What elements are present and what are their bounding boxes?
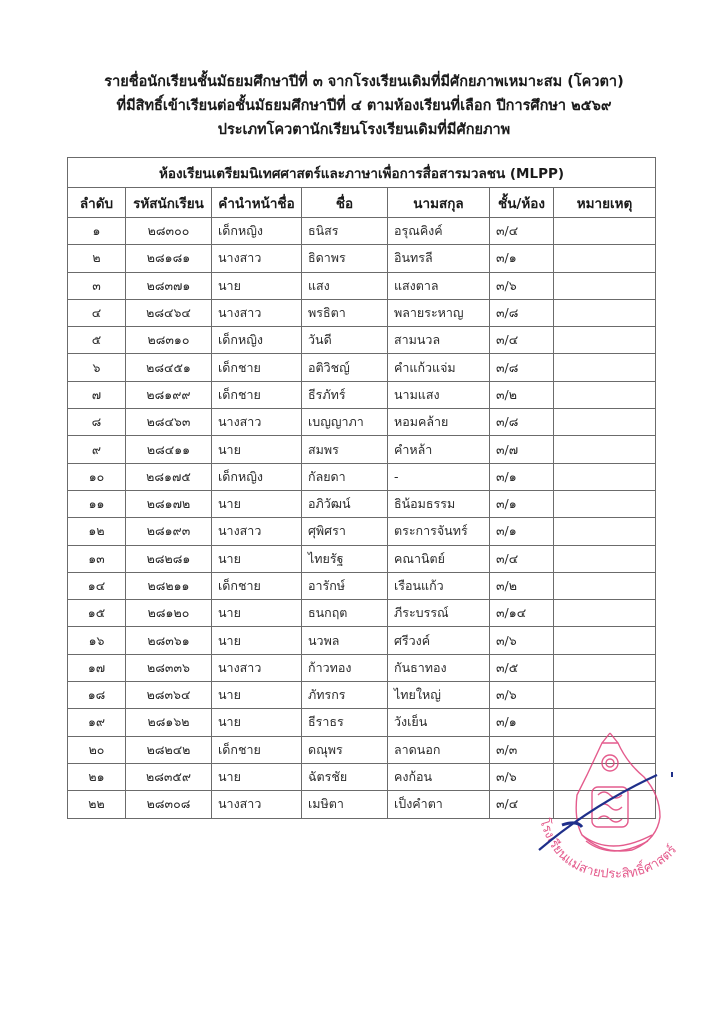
cell-student-id: ๒๘๑๙๓ <box>126 518 212 545</box>
cell-first-name: ฉัตรชัย <box>302 763 388 790</box>
table-row <box>68 218 656 245</box>
heading-line-1: รายชื่อนักเรียนชั้นมัธยมศึกษาปีที่ ๓ จากโรงเรียนเดิมที่มีศักยภาพเหมาะสม (โควตา) <box>104 74 624 90</box>
cell-student-id: ๒๘๑๖๒ <box>126 709 212 736</box>
cell-student-id: ๒๘๒๑๑ <box>126 572 212 599</box>
heading-line-3: ประเภทโควตานักเรียนโรงเรียนเดิมที่มีศักยภาพ <box>217 122 511 138</box>
cell-note <box>554 327 656 354</box>
cell-note <box>554 572 656 599</box>
cell-prefix: นาย <box>212 545 302 572</box>
cell-no: ๒๒ <box>68 791 126 818</box>
cell-note <box>554 682 656 709</box>
cell-student-id: ๒๘๓๖๔ <box>126 682 212 709</box>
cell-student-id: ๒๘๓๐๘ <box>126 791 212 818</box>
cell-class: ๓/๔ <box>490 545 554 572</box>
cell-student-id: ๒๘๑๒๐ <box>126 600 212 627</box>
cell-class: ๓/๓ <box>490 736 554 763</box>
cell-last-name: คณานิตย์ <box>388 545 490 572</box>
table-row <box>68 490 656 517</box>
cell-last-name: ศรีวงค์ <box>388 627 490 654</box>
cell-first-name: ธนิสร <box>302 218 388 245</box>
cell-prefix: นางสาว <box>212 518 302 545</box>
cell-class: ๓/๑ <box>490 463 554 490</box>
cell-prefix: เด็กชาย <box>212 736 302 763</box>
cell-last-name: วังเย็น <box>388 709 490 736</box>
cell-prefix: นาย <box>212 600 302 627</box>
cell-prefix: นาย <box>212 627 302 654</box>
cell-last-name: เป็งคำตา <box>388 791 490 818</box>
cell-first-name: ธนกฤต <box>302 600 388 627</box>
cell-student-id: ๒๘๓๕๙ <box>126 763 212 790</box>
cell-first-name: อภิวัฒน์ <box>302 490 388 517</box>
cell-note <box>554 654 656 681</box>
cell-prefix: เด็กชาย <box>212 354 302 381</box>
col-header-student-id: รหัสนักเรียน <box>126 188 212 218</box>
table-row <box>68 600 656 627</box>
table-row <box>68 436 656 463</box>
cell-student-id: ๒๘๑๙๙ <box>126 381 212 408</box>
cell-last-name: เรือนแก้ว <box>388 572 490 599</box>
cell-note <box>554 436 656 463</box>
cell-no: ๑๓ <box>68 545 126 572</box>
table-row <box>68 518 656 545</box>
table-row <box>68 327 656 354</box>
cell-last-name: พลายระหาญ <box>388 299 490 326</box>
cell-last-name: คงก้อน <box>388 763 490 790</box>
cell-student-id: ๒๘๔๑๑ <box>126 436 212 463</box>
cell-no: ๑๒ <box>68 518 126 545</box>
cell-no: ๑๙ <box>68 709 126 736</box>
cell-no: ๒ <box>68 245 126 272</box>
col-header-first-name: ชื่อ <box>302 188 388 218</box>
cell-no: ๕ <box>68 327 126 354</box>
cell-first-name: ธิดาพร <box>302 245 388 272</box>
cell-note <box>554 409 656 436</box>
table-row <box>68 299 656 326</box>
cell-first-name: เบญญาภา <box>302 409 388 436</box>
cell-no: ๒๐ <box>68 736 126 763</box>
cell-student-id: ๒๘๔๖๓ <box>126 409 212 436</box>
cell-note <box>554 354 656 381</box>
cell-prefix: นางสาว <box>212 245 302 272</box>
table-row <box>68 791 656 818</box>
cell-last-name: นามแสง <box>388 381 490 408</box>
cell-class: ๓/๔ <box>490 791 554 818</box>
cell-class: ๓/๘ <box>490 409 554 436</box>
cell-note <box>554 245 656 272</box>
cell-student-id: ๒๘๓๖๑ <box>126 627 212 654</box>
cell-note <box>554 709 656 736</box>
cell-student-id: ๒๘๒๘๑ <box>126 545 212 572</box>
cell-last-name: สามนวล <box>388 327 490 354</box>
cell-no: ๑๖ <box>68 627 126 654</box>
cell-prefix: นาย <box>212 709 302 736</box>
table-row <box>68 736 656 763</box>
cell-prefix: นาย <box>212 763 302 790</box>
cell-last-name: หอมคล้าย <box>388 409 490 436</box>
table-row <box>68 572 656 599</box>
cell-class: ๓/๕ <box>490 654 554 681</box>
cell-note <box>554 736 656 763</box>
cell-prefix: นาย <box>212 436 302 463</box>
cell-no: ๓ <box>68 272 126 299</box>
heading-line-2: ที่มีสิทธิ์เข้าเรียนต่อชั้นมัธยมศึกษาปีที่ ๔ ตามห้องเรียนที่เลือก ปีการศึกษา ๒๕๖๙ <box>116 98 612 114</box>
column-header-row <box>68 188 656 218</box>
seal-text: โรงเรียนแม่สายประสิทธิ์ศาสตร์ <box>536 817 681 882</box>
cell-first-name: ดณุพร <box>302 736 388 763</box>
cell-note <box>554 545 656 572</box>
cell-student-id: ๒๘๑๗๕ <box>126 463 212 490</box>
table-body <box>68 218 656 819</box>
cell-no: ๘ <box>68 409 126 436</box>
cell-class: ๓/๑ <box>490 709 554 736</box>
cell-first-name: ไทยรัฐ <box>302 545 388 572</box>
cell-prefix: เด็กหญิง <box>212 218 302 245</box>
cell-last-name: คำหล้า <box>388 436 490 463</box>
cell-first-name: สมพร <box>302 436 388 463</box>
cell-no: ๔ <box>68 299 126 326</box>
cell-no: ๑๗ <box>68 654 126 681</box>
cell-last-name: ตระการจันทร์ <box>388 518 490 545</box>
cell-note <box>554 791 656 818</box>
cell-last-name: แสงตาล <box>388 272 490 299</box>
table-row <box>68 381 656 408</box>
cell-note <box>554 490 656 517</box>
cell-prefix: เด็กชาย <box>212 381 302 408</box>
cell-no: ๗ <box>68 381 126 408</box>
cell-class: ๓/๗ <box>490 436 554 463</box>
cell-student-id: ๒๘๓๓๖ <box>126 654 212 681</box>
cell-no: ๑๑ <box>68 490 126 517</box>
cell-class: ๓/๒ <box>490 572 554 599</box>
cell-first-name: ศุพิศรา <box>302 518 388 545</box>
cell-note <box>554 600 656 627</box>
col-header-note: หมายเหตุ <box>554 188 656 218</box>
cell-first-name: วันดี <box>302 327 388 354</box>
table-row <box>68 682 656 709</box>
cell-last-name: คำแก้วแจ่ม <box>388 354 490 381</box>
cell-class: ๓/๑๔ <box>490 600 554 627</box>
cell-last-name: ลาดนอก <box>388 736 490 763</box>
cell-last-name: - <box>388 463 490 490</box>
cell-student-id: ๒๘๔๖๔ <box>126 299 212 326</box>
cell-first-name: นวพล <box>302 627 388 654</box>
cell-student-id: ๒๘๑๘๑ <box>126 245 212 272</box>
cell-last-name: ภีระบรรณ์ <box>388 600 490 627</box>
cell-prefix: เด็กชาย <box>212 572 302 599</box>
cell-class: ๓/๑ <box>490 245 554 272</box>
cell-student-id: ๒๘๒๔๒ <box>126 736 212 763</box>
cell-first-name: อารักษ์ <box>302 572 388 599</box>
cell-prefix: นางสาว <box>212 654 302 681</box>
cell-class: ๓/๒ <box>490 381 554 408</box>
table-row <box>68 654 656 681</box>
cell-class: ๓/๘ <box>490 354 554 381</box>
cell-prefix: เด็กหญิง <box>212 463 302 490</box>
col-header-last-name: นามสกุล <box>388 188 490 218</box>
cell-first-name: อติวิชญ์ <box>302 354 388 381</box>
cell-class: ๓/๖ <box>490 763 554 790</box>
cell-last-name: อินทรลี <box>388 245 490 272</box>
cell-note <box>554 272 656 299</box>
cell-last-name: ไทยใหญ่ <box>388 682 490 709</box>
cell-class: ๓/๘ <box>490 299 554 326</box>
cell-class: ๓/๔ <box>490 327 554 354</box>
cell-student-id: ๒๘๓๐๐ <box>126 218 212 245</box>
cell-first-name: ก้าวทอง <box>302 654 388 681</box>
cell-no: ๖ <box>68 354 126 381</box>
cell-prefix: นางสาว <box>212 409 302 436</box>
cell-prefix: นาย <box>212 682 302 709</box>
cell-first-name: ธีราธร <box>302 709 388 736</box>
cell-no: ๑๐ <box>68 463 126 490</box>
cell-first-name: พรธิตา <box>302 299 388 326</box>
cell-first-name: ธีรภัทร์ <box>302 381 388 408</box>
room-title: ห้องเรียนเตรียมนิเทศศาสตร์และภาษาเพื่อการสื่อสารมวลชน (MLPP) <box>68 158 656 188</box>
table-row <box>68 545 656 572</box>
cell-no: ๑๕ <box>68 600 126 627</box>
table-row <box>68 709 656 736</box>
room-title-row <box>68 158 656 188</box>
cell-prefix: นาย <box>212 272 302 299</box>
cell-student-id: ๒๘๑๗๒ <box>126 490 212 517</box>
cell-class: ๓/๑ <box>490 518 554 545</box>
cell-class: ๓/๖ <box>490 627 554 654</box>
table-row <box>68 409 656 436</box>
cell-note <box>554 381 656 408</box>
cell-note <box>554 627 656 654</box>
col-header-prefix: คำนำหน้าชื่อ <box>212 188 302 218</box>
cell-last-name: อรุณคิงค์ <box>388 218 490 245</box>
table-row <box>68 354 656 381</box>
cell-prefix: เด็กหญิง <box>212 327 302 354</box>
cell-class: ๓/๑ <box>490 490 554 517</box>
table-row <box>68 245 656 272</box>
cell-first-name: เมษิตา <box>302 791 388 818</box>
document-heading <box>0 70 728 142</box>
cell-note <box>554 463 656 490</box>
cell-note <box>554 763 656 790</box>
table-row <box>68 763 656 790</box>
table-row <box>68 272 656 299</box>
cell-first-name: แสง <box>302 272 388 299</box>
cell-last-name: กันธาทอง <box>388 654 490 681</box>
cell-prefix: นางสาว <box>212 791 302 818</box>
table-row <box>68 463 656 490</box>
cell-no: ๙ <box>68 436 126 463</box>
cell-last-name: ธิน้อมธรรม <box>388 490 490 517</box>
cell-no: ๑๘ <box>68 682 126 709</box>
col-header-class: ชั้น/ห้อง <box>490 188 554 218</box>
cell-no: ๑ <box>68 218 126 245</box>
cell-note <box>554 218 656 245</box>
cell-student-id: ๒๘๓๗๑ <box>126 272 212 299</box>
cell-first-name: กัลยดา <box>302 463 388 490</box>
cell-class: ๓/๔ <box>490 218 554 245</box>
cell-class: ๓/๖ <box>490 272 554 299</box>
cell-no: ๒๑ <box>68 763 126 790</box>
cell-note <box>554 299 656 326</box>
cell-class: ๓/๖ <box>490 682 554 709</box>
cell-student-id: ๒๘๓๑๐ <box>126 327 212 354</box>
cell-prefix: นางสาว <box>212 299 302 326</box>
col-header-no: ลำดับ <box>68 188 126 218</box>
table-row <box>68 627 656 654</box>
cell-prefix: นาย <box>212 490 302 517</box>
cell-note <box>554 518 656 545</box>
cell-first-name: ภัทรกร <box>302 682 388 709</box>
student-list-table <box>67 157 656 819</box>
cell-no: ๑๔ <box>68 572 126 599</box>
cell-student-id: ๒๘๔๕๑ <box>126 354 212 381</box>
